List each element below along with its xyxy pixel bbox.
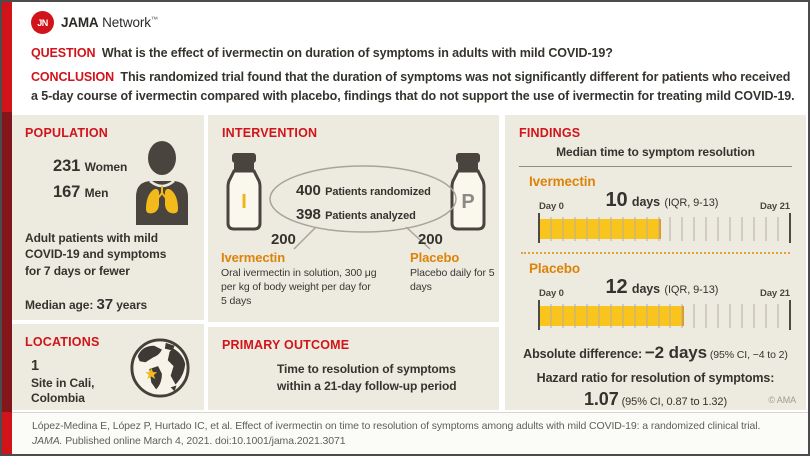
day-tick xyxy=(610,304,611,328)
day-tick xyxy=(694,304,695,328)
median-age-label: Median age: xyxy=(25,298,94,313)
day-tick xyxy=(646,304,647,328)
day-start-label: Day 0 xyxy=(539,288,564,299)
median-days-unit: days xyxy=(631,282,661,296)
day-tick xyxy=(598,304,599,328)
placebo-arm-name: Placebo xyxy=(410,250,460,265)
day-end-label: Day 21 xyxy=(759,288,790,299)
day-tick xyxy=(622,217,623,241)
day-tick xyxy=(730,217,731,241)
day-tick xyxy=(670,304,671,328)
ivermectin-arm-n: 200 xyxy=(271,231,296,248)
day-tick xyxy=(598,217,599,241)
placebo-timeline-values xyxy=(539,276,790,299)
absolute-difference-value: −2 days xyxy=(644,343,708,362)
trademark: ™ xyxy=(150,16,158,24)
day-tick xyxy=(550,217,551,241)
locations-heading: LOCATIONS xyxy=(25,335,100,349)
jama-network-logo xyxy=(31,11,158,34)
question-text: What is the effect of ivermectin on duration of symptoms in adults with mild COVID-19? xyxy=(101,46,613,60)
median-age-value: 37 xyxy=(96,296,113,314)
population-description: Adult patients with mild COVID-19 and symptoms for 7 days or fewer xyxy=(25,230,167,278)
day-tick xyxy=(789,213,791,243)
absolute-difference-ci: (95% CI, −4 to 2) xyxy=(709,349,788,361)
analyzed-label: Patients analyzed xyxy=(325,210,416,222)
median-days-iqr: (IQR, 9-13) xyxy=(664,197,719,209)
median-age-unit: years xyxy=(116,298,148,313)
men-label: Men xyxy=(84,185,109,200)
population-panel xyxy=(12,115,204,320)
intervention-panel xyxy=(208,115,499,322)
randomized-count: 400 xyxy=(296,182,321,199)
question-label: QUESTION xyxy=(31,46,96,60)
men-count: 167 xyxy=(53,182,81,201)
placebo-arm xyxy=(410,231,496,295)
left-accent-bar-middle xyxy=(2,112,12,412)
locations-panel xyxy=(12,324,204,410)
ivermectin-arm-description: Oral ivermectin in solution, 300 μg per kg of body weight per day for 5 days xyxy=(221,267,377,307)
ivermectin-arm xyxy=(221,231,379,309)
timeline-track xyxy=(539,300,790,330)
ivermectin-timeline-name: Ivermectin xyxy=(529,174,596,189)
dotted-divider xyxy=(521,252,790,254)
day-end-label: Day 21 xyxy=(759,201,790,212)
placebo-timeline-name: Placebo xyxy=(529,261,581,276)
day-tick xyxy=(754,304,755,328)
day-tick xyxy=(562,304,563,328)
median-age xyxy=(25,296,191,313)
day-tick xyxy=(538,300,540,330)
findings-panel xyxy=(505,115,806,410)
absolute-difference xyxy=(519,343,792,363)
conclusion-text: This randomized trial found that the duration of symptoms was not significantly different for patients who received a 5-day course of ivermectin compared with placebo, findings that do not support the use of ivermectin for treating mild COVID-19. xyxy=(31,70,795,103)
day-tick xyxy=(586,217,587,241)
day-tick xyxy=(778,304,779,328)
timeline-ticks xyxy=(539,300,790,330)
absolute-difference-label: Absolute difference: xyxy=(523,347,643,361)
day-tick xyxy=(789,300,791,330)
hazard-ratio-ci: (95% CI, 0.87 to 1.32) xyxy=(621,395,728,408)
day-tick xyxy=(610,217,611,241)
day-tick xyxy=(718,217,719,241)
median-days-value: 10 xyxy=(605,189,628,211)
globe-icon xyxy=(129,337,191,399)
day-tick xyxy=(682,304,683,328)
ivermectin-bottle-letter: I xyxy=(241,191,247,213)
citation-rest: Published online March 4, 2021. doi:10.1001/jama.2021.3071 xyxy=(65,435,346,448)
left-accent-bar-top xyxy=(2,2,12,112)
ivermectin-timeline-values xyxy=(539,189,790,212)
day-tick xyxy=(622,304,623,328)
timeline-track xyxy=(539,213,790,243)
day-tick xyxy=(706,304,707,328)
placebo-timeline xyxy=(519,261,792,330)
median-days-unit: days xyxy=(631,195,661,209)
conclusion-line xyxy=(31,68,800,106)
median-value-group xyxy=(606,189,719,212)
copyright-note: © AMA xyxy=(768,395,796,405)
day-tick xyxy=(778,217,779,241)
citation-footer xyxy=(12,412,808,454)
women-count: 231 xyxy=(53,157,81,175)
day-tick xyxy=(658,217,659,241)
intervention-heading: INTERVENTION xyxy=(222,126,318,140)
randomized-label: Patients randomized xyxy=(325,186,431,198)
brand-name xyxy=(61,15,158,30)
day-tick xyxy=(574,304,575,328)
conclusion-label: CONCLUSION xyxy=(31,70,115,84)
hazard-ratio xyxy=(519,370,792,411)
primary-outcome-text: Time to resolution of symptoms within a 21-day follow-up period xyxy=(277,362,457,393)
analyzed-row xyxy=(296,203,431,227)
findings-subtitle: Median time to symptom resolution xyxy=(519,145,792,167)
ivermectin-timeline xyxy=(519,174,792,243)
day-tick xyxy=(766,304,767,328)
timeline-ticks xyxy=(539,213,790,243)
day-tick xyxy=(634,304,635,328)
day-tick xyxy=(766,217,767,241)
day-tick xyxy=(742,304,743,328)
day-tick xyxy=(586,304,587,328)
person-lungs-icon xyxy=(129,141,195,225)
placebo-bottle-letter: P xyxy=(461,191,475,213)
question-line xyxy=(31,46,794,60)
day-tick xyxy=(706,217,707,241)
placebo-arm-n: 200 xyxy=(418,231,443,248)
population-heading: POPULATION xyxy=(25,126,109,140)
left-accent-bar-bottom xyxy=(2,412,12,456)
hazard-ratio-value-line xyxy=(519,387,792,411)
primary-outcome-panel xyxy=(208,327,499,410)
day-tick xyxy=(754,217,755,241)
citation-line2 xyxy=(32,434,798,449)
day-tick xyxy=(550,304,551,328)
day-tick xyxy=(682,217,683,241)
site-count: 1 xyxy=(31,358,39,374)
randomization-counts xyxy=(296,179,431,227)
median-days-iqr: (IQR, 9-13) xyxy=(664,284,719,296)
jn-monogram-icon: JN xyxy=(31,11,54,34)
day-tick xyxy=(634,217,635,241)
day-tick xyxy=(574,217,575,241)
site-line1: Site in Cali, xyxy=(31,375,95,390)
primary-outcome-heading: PRIMARY OUTCOME xyxy=(222,338,350,352)
women-label: Women xyxy=(84,160,128,174)
site-line2: Colombia xyxy=(31,391,85,406)
day-tick xyxy=(694,217,695,241)
brand-regular: Network xyxy=(102,15,151,30)
hazard-ratio-label: Hazard ratio for resolution of symptoms: xyxy=(536,371,775,385)
day-tick xyxy=(646,217,647,241)
citation-journal: JAMA. xyxy=(32,435,63,448)
day-tick xyxy=(670,217,671,241)
findings-heading: FINDINGS xyxy=(519,126,581,140)
median-days-value: 12 xyxy=(605,276,628,298)
day-tick xyxy=(718,304,719,328)
citation-line1: López-Medina E, López P, Hurtado IC, et al. Effect of ivermectin on time to resolution of symptoms among adults with mild COVID-19: a randomized clinical trial. xyxy=(32,420,761,432)
ivermectin-arm-name: Ivermectin xyxy=(221,250,286,265)
hazard-ratio-value: 1.07 xyxy=(583,388,619,409)
analyzed-count: 398 xyxy=(296,206,321,223)
day-tick xyxy=(730,304,731,328)
placebo-arm-description: Placebo daily for 5 days xyxy=(410,267,495,293)
median-value-group xyxy=(606,276,719,299)
randomized-row xyxy=(296,179,431,203)
day-tick xyxy=(742,217,743,241)
day-start-label: Day 0 xyxy=(539,201,564,212)
day-tick xyxy=(538,213,540,243)
day-tick xyxy=(658,304,659,328)
day-tick xyxy=(562,217,563,241)
brand-bold: JAMA xyxy=(61,15,99,30)
